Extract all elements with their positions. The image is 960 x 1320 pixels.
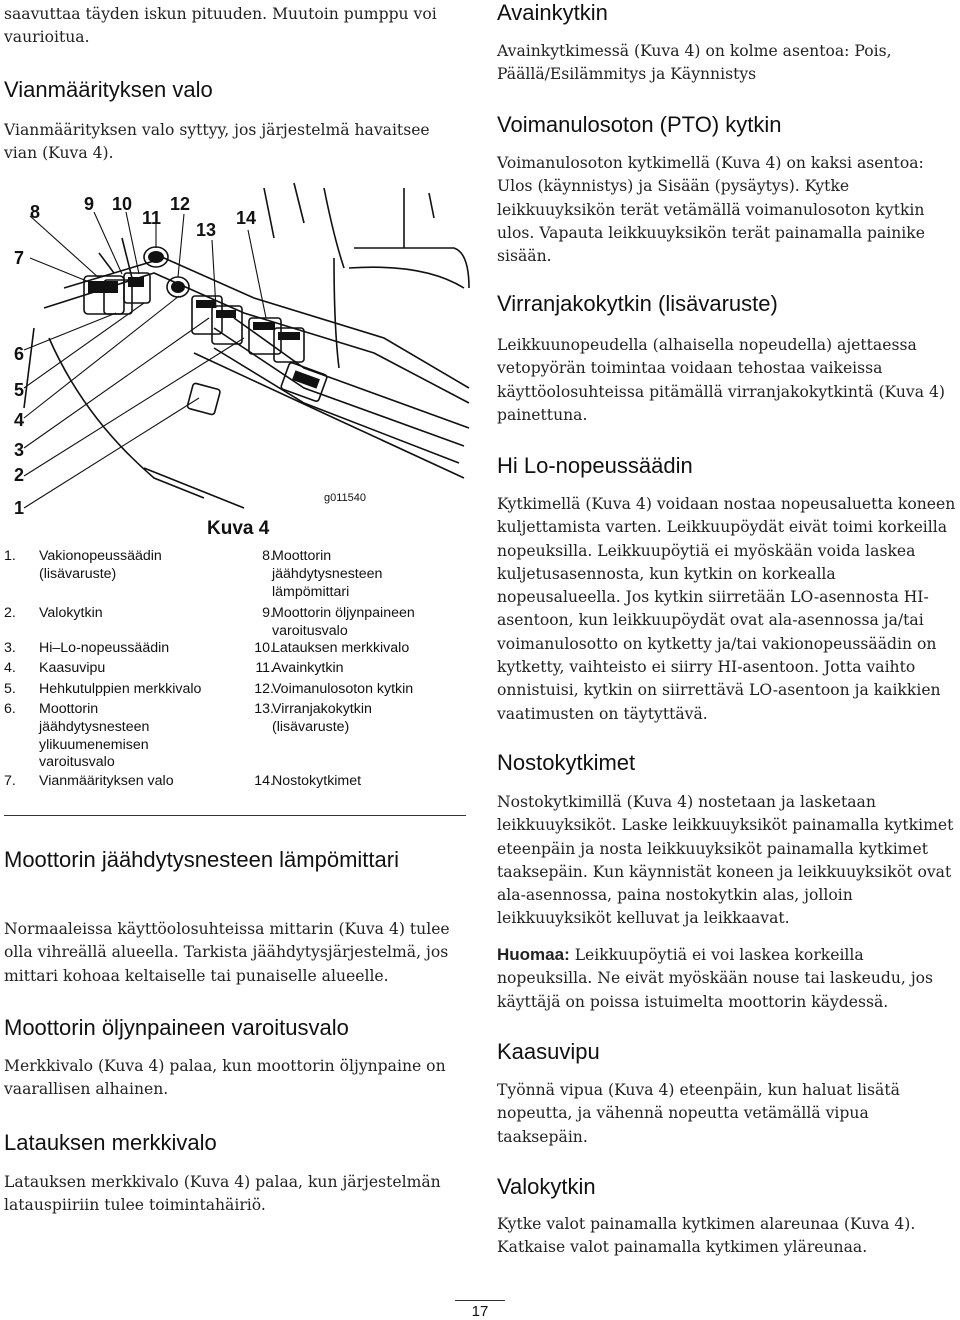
- callout-8: 8: [30, 202, 41, 222]
- figure-caption: Kuva 4: [207, 518, 270, 539]
- callout-7: 7: [14, 248, 25, 268]
- callout-11: 11: [142, 208, 162, 228]
- callout-14: 14: [236, 208, 257, 228]
- heading-hi-lo: Hi Lo-nopeussäädin: [497, 453, 693, 478]
- callout-10: 10: [112, 194, 133, 214]
- body-key-switch: Avainkytkimessä (Kuva 4) on kolme asentoa: Pois, Päällä/Esilämmitys ja Käynnistys: [497, 42, 892, 84]
- control-panel-figure: [4, 178, 474, 542]
- callout-3: 3: [14, 440, 25, 460]
- control-panel-illustration: [4, 178, 474, 542]
- body-hi-lo: Kytkimellä (Kuva 4) voidaan nostaa nopeusaluetta koneen kuljettamista varten. Leikkuupöydät eivät toimi korkeilla nopeuksilla. Leikkuupöytiä ei myöskään voida laskea kuljetusasennosta, kun kytkin on korkealla nopeusalueella. Jos kytkin siirretään LO-asennosta HI-asentoon, kun leikkuupöydät ovat ala-asennossa ja/tai voimanulosotto on kytketty ja/tai vakionopeussäädin on kytketty, vaihteisto ei siirry HI-asentoon. Jotta vaihto onnistuisi, kytkin on siirrettävä LO-asentoon ja kaikkien vaatimusten on täytyttävä.: [497, 495, 956, 723]
- body-oil-pressure: Merkkivalo (Kuva 4) palaa, kun moottorin öljynpaine on vaarallisen alhainen.: [4, 1057, 446, 1099]
- callout-9: 9: [84, 194, 95, 214]
- heading-coolant-gauge: Moottorin jäähdytysnesteen lämpömittari: [4, 847, 399, 872]
- legend-divider: [4, 815, 466, 816]
- body-throttle: Työnnä vipua (Kuva 4) eteenpäin, kun haluat lisätä nopeutta, ja vähennä nopeutta vetämällä vipua taaksepäin.: [497, 1081, 900, 1146]
- note-body: Leikkuupöytiä ei voi laskea korkeilla nopeuksilla. Ne eivät myöskään nouse tai laskeudu, jos käyttäjä on poissa istuimelta moottorin käydessä.: [497, 946, 934, 1011]
- callout-2: 2: [14, 465, 25, 485]
- callout-13: 13: [196, 220, 217, 240]
- figure-code: g011540: [324, 492, 367, 504]
- heading-throttle: Kaasuvipu: [497, 1039, 600, 1064]
- body-coolant-gauge: Normaaleissa käyttöolosuhteissa mittarin (Kuva 4) tulee olla vihreällä alueella. Tarkista jäähdytysjärjestelmä, jos mittari kohoaa keltaiselle tai punaiselle alueelle.: [4, 920, 450, 985]
- heading-diagnostic-light: Vianmäärityksen valo: [4, 77, 213, 102]
- heading-charge-light: Latauksen merkkivalo: [4, 1130, 217, 1155]
- continued-text: saavuttaa täyden iskun pituuden. Muutoin pumppu voi vaurioitua.: [4, 5, 437, 47]
- body-pto-switch: Voimanulosoton kytkimellä (Kuva 4) on kaksi asentoa: Ulos (käynnistys) ja Sisään (pysäytys). Kytke leikkuuyksikön terät vetämällä voimanulosoton kytkin ulos. Vapauta leikkuuyksikön terät painamalla painike sisään.: [497, 154, 925, 266]
- heading-key-switch: Avainkytkin: [497, 0, 608, 25]
- body-traction-switch: Leikkuunopeudella (alhaisella nopeudella) ajettaessa vetopyörän toimintaa voidaan tehostaa vaikeissa käyttöolosuhteissa pitämällä virranjakokytkintä (Kuva 4) painettuna.: [497, 336, 945, 424]
- callout-4: 4: [14, 410, 25, 430]
- callout-1: 1: [14, 498, 25, 518]
- heading-oil-pressure: Moottorin öljynpaineen varoitusvalo: [4, 1015, 349, 1040]
- body-light-switch: Kytke valot painamalla kytkimen alareunaa (Kuva 4). Katkaise valot painamalla kytkimen yläreunaa.: [497, 1215, 916, 1257]
- page-number: 17: [471, 1303, 489, 1320]
- note-label: Huomaa:: [497, 945, 570, 964]
- callout-5: 5: [14, 380, 25, 400]
- note: [497, 943, 957, 1014]
- heading-lift-switches: Nostokytkimet: [497, 750, 636, 775]
- page-number-rule: [455, 1300, 505, 1301]
- body-charge-light: Latauksen merkkivalo (Kuva 4) palaa, kun järjestelmän latauspiiriin tulee toimintahäiriö.: [4, 1173, 441, 1215]
- heading-traction-switch: Virranjakokytkin (lisävaruste): [497, 291, 778, 316]
- heading-light-switch: Valokytkin: [497, 1174, 596, 1199]
- callout-12: 12: [170, 194, 191, 214]
- callout-6: 6: [14, 344, 25, 364]
- body-diagnostic-light: Vianmäärityksen valo syttyy, jos järjestelmä havaitsee vian (Kuva 4).: [4, 121, 430, 163]
- body-lift-switches: Nostokytkimillä (Kuva 4) nostetaan ja lasketaan leikkuuyksiköt. Laske leikkuuyksiköt painamalla kytkimet eteenpäin ja nosta leikkuuyksiköt painamalla kytkimet taaksepäin. Kun käynnistät koneen ja leikkuuyksiköt ovat ala-asennossa, paina nostokytkin alas, jolloin leikkuuyksiköt kelluvat ja leikkaavat.: [497, 793, 954, 928]
- heading-pto-switch: Voimanulosoton (PTO) kytkin: [497, 112, 782, 137]
